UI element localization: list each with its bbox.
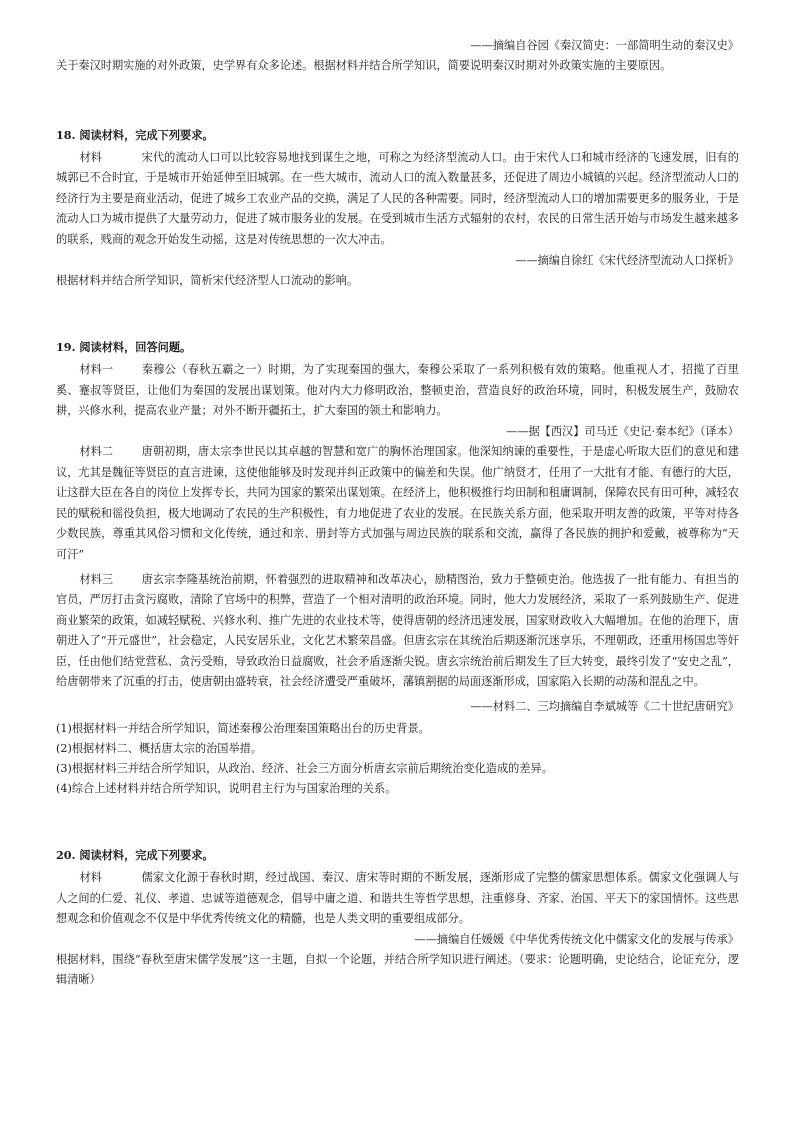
q18-material-label: 材料 (79, 150, 102, 164)
q20-question: 根据材料，围绕“春秋至唐宋儒学发展”这一主题，自拟一个论题，并结合所学知识进行阐述。（要求：论题明确，史论结合，论证充分，逻辑清晰） (56, 952, 739, 987)
q19-sub-4: (4)综合上述材料并结合所学知识，说明君主行为与国家治理的关系。 (56, 782, 397, 796)
q18-material (56, 148, 739, 251)
q20-material-text: 儒家文化源于春秋时期，经过战国、秦汉、唐宋等时期的不断发展，逐渐形成了完整的儒家思想体系。儒家文化强调人与人之间的仁爱、礼仪、孝道、忠诚等道德观念，倡导中庸之道、和谐共生等哲学思想，注重修身、齐家、治国、平天下的家国情怀。这些思想观念和价值观念不仅是中华优秀传统文化的精髓，也是人类文明的重要组成部分。 (56, 871, 739, 926)
top-source: ——摘编自谷园《秦汉简史：一部简明生动的秦汉史》 (470, 39, 739, 52)
q19-m1-text: 秦穆公（春秋五霸之一）时期，为了实现秦国的强大，秦穆公采取了一系列积极有效的策略。他重视人才，招揽了百里奚、蹇叔等贤臣，让他们为秦国的发展出谋划策。他对内大力修明政治，整顿吏治，营造良好的政治环境，同时，积极发展生产，鼓励农耕，兴修水利，提高农业产量；对外不断开疆拓土，扩大秦国的领土和影响力。 (56, 363, 739, 418)
q19-m1-label: 材料一 (79, 363, 114, 377)
q19-m3-text: 唐玄宗李隆基统治前期，怀着强烈的进取精神和改革决心，励精图治，致力于整顿吏治。他选拔了一批有能力、有担当的官员，严厉打击贪污腐败，清除了官场中的积弊，营造了一个相对清明的政治环境。同时，他大力发展经济，采取了一系列鼓励生产、促进商业繁荣的政策，如减轻赋税、兴修水利、推广先进的农业技术等，使得唐朝的经济迅速发展，国家财政收入大幅增加。在他的治理下，唐朝进入了“开元盛世”，社会稳定，人民安居乐业，文化艺术繁荣昌盛。但唐玄宗在其统治后期逐渐沉迷享乐，不理朝政，还重用杨国忠等奸臣，任由他们结党营私、贪污受贿，导致政治日益腐败，社会矛盾逐渐尖锐。唐玄宗统治前后期发生了巨大转变，最终引发了“安史之乱”，给唐朝带来了沉重的打击，使唐朝由盛转衰，社会经济遭受严重破坏，藩镇割据的局面逐渐形成，国家陷入长期的动荡和混乱之中。 (56, 572, 739, 689)
q19-sub-1: (1)根据材料一并结合所学知识，简述秦穆公治理秦国策略出台的历史背景。 (56, 722, 430, 736)
q20-source: ——摘编自任媛媛《中华优秀传统文化中儒家文化的发展与传承》 (414, 932, 739, 946)
q18-material-text: 宋代的流动人口可以比较容易地找到谋生之地，可称之为经济型流动人口。由于宋代人口和城市经济的飞速发展，旧有的城郭已不合时宜，于是城市开始延伸至旧城郭。在一些大城市，流动人口的流入数量甚多，还促进了周边小城镇的兴起。经济型流动人口的经济行为主要是商业活动，促进了城乡工农业产品的交换，满足了人民的各种需要。同时，经济型流动人口的增加需要更多的服务业，于是流动人口为城市提供了大量劳动力，促进了城市服务业的发展。在受到城市生活方式辐射的农村，农民的日常生活开始与市场发生越来越多的联系，贱商的观念开始发生动摇，这是对传统思想的一次大冲击。 (56, 150, 739, 246)
q18-heading: 18. 阅读材料，完成下列要求。 (56, 127, 214, 142)
q19-sub-2: (2)根据材料二、概括唐太宗的治国举措。 (56, 742, 263, 756)
q19-material-3 (56, 570, 739, 694)
q18-source: ——摘编自徐红《宋代经济型流动人口探析》 (515, 253, 739, 267)
q19-m1-source: ——据【西汉】司马迁《史记·秦本纪》（译本） (506, 424, 739, 438)
q19-material-2 (56, 442, 739, 566)
q19-sub-3: (3)根据材料三并结合所学知识，从政治、经济、社会三方面分析唐玄宗前后期统治变化造成的差异。 (56, 762, 553, 776)
q20-material (56, 868, 739, 930)
q19-material-1 (56, 360, 739, 422)
q18-question: 根据材料并结合所学知识，简析宋代经济型人口流动的影响。 (56, 273, 359, 287)
top-question: 关于秦汉时期实施的对外政策，史学界有众多论述。根据材料并结合所学知识，简要说明秦汉时期对外政策实施的主要原因。 (56, 59, 672, 72)
q19-m2-label: 材料二 (79, 444, 114, 458)
q19-m23-source: ——材料二、三均摘编自李斌城等《二十世纪唐研究》 (470, 700, 739, 714)
q19-m3-label: 材料三 (79, 572, 114, 586)
q20-material-label: 材料 (79, 871, 102, 885)
q19-m2-text: 唐朝初期，唐太宗李世民以其卓越的智慧和宽广的胸怀治理国家。他深知纳谏的重要性，于是虚心听取大臣们的意见和建议，尤其是魏征等贤臣的直言进谏，这使他能够及时发现并纠正政策中的偏差和失误。他广纳贤才，任用了一大批有才能、有德行的大臣，让这群大臣在各自的岗位上发挥专长，共同为国家的繁荣出谋划策。在经济上，他积极推行均田制和租庸调制，保障农民有田可种，减轻农民的赋税和徭役负担，极大地调动了农民的生产积极性，有力地促进了农业的发展。在民族关系方面，他采取开明友善的政策，平等对待各少数民族，尊重其风俗习惯和文化传统，通过和亲、册封等方式加强与周边民族的联系和交流，赢得了各民族的拥护和爱戴，被尊称为“天可汗” (56, 444, 739, 561)
q19-heading: 19. 阅读材料，回答问题。 (56, 340, 192, 355)
q20-heading: 20. 阅读材料，完成下列要求。 (56, 848, 214, 863)
exam-page (56, 0, 739, 991)
